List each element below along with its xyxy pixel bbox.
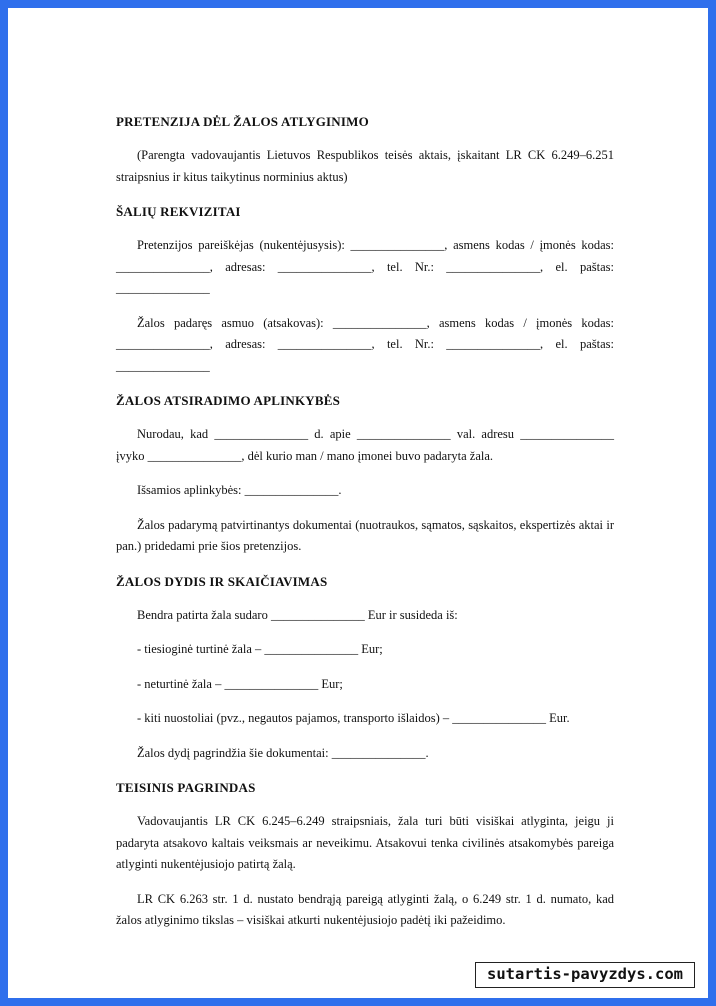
circumstances-paragraph-1: Nurodau, kad _______________ d. apie _______________ val. adresu _______________ įvyko _______________, dėl kurio man / mano įmonei buvo padaryta žala.	[116, 427, 614, 463]
amount-item-1: - tiesioginė turtinė žala – _______________ Eur;	[137, 642, 383, 656]
legal-paragraph-1: Vadovaujantis LR CK 6.245–6.249 straipsniais, žala turi būti visiškai atlyginta, jeigu ji padaryta atsakovo kaltais veiksmais ar neveikimu. Atsakovui tenka civilinės atsakomybės pareiga atlyginti nukentėjusiojo patirtą žalą.	[116, 814, 614, 871]
claimant-paragraph: Pretenzijos pareiškėjas (nukentėjusysis): _______________, asmens kodas / įmonės kodas: _______________, adresas: _______________, tel. Nr.: _______________, el. paštas: _______________	[116, 238, 614, 295]
document-title: PRETENZIJA DĖL ŽALOS ATLYGINIMO	[116, 114, 369, 129]
site-watermark: sutartis-pavyzdys.com	[475, 962, 695, 988]
amount-item-3: - kiti nuostoliai (pvz., negautos pajamos, transporto išlaidos) – _______________ Eur.	[137, 711, 570, 725]
circumstances-paragraph-3: Žalos padarymą patvirtinantys dokumentai (nuotraukos, sąmatos, sąskaitos, ekspertizės aktai ir pan.) pridedami prie šios pretenzijos.	[116, 517, 614, 553]
legal-paragraph-2: LR CK 6.263 str. 1 d. nustato bendrąją pareigą atlyginti žalą, o 6.249 str. 1 d. numato, kad žalos atlyginimo tikslas – visiškai atkurti nukentėjusiojo padėtį iki pažeidimo.	[116, 891, 614, 927]
respondent-paragraph: Žalos padaręs asmuo (atsakovas): _______________, asmens kodas / įmonės kodas: _______________, adresas: _______________, tel. Nr.: _______________, el. paštas: _______________	[116, 315, 614, 373]
intro-paragraph: (Parengta vadovaujantis Lietuvos Respublikos teisės aktais, įskaitant LR CK 6.249–6.251 straipsnius ir kitus taikytinus norminius aktus)	[116, 148, 614, 184]
section-heading-legal: TEISINIS PAGRINDAS	[116, 780, 256, 795]
section-heading-circumstances: ŽALOS ATSIRADIMO APLINKYBĖS	[116, 393, 341, 408]
amount-paragraph-2: Žalos dydį pagrindžia šie dokumentai: _______________.	[137, 745, 429, 760]
amount-item-2: - neturtinė žala – _______________ Eur;	[137, 676, 343, 691]
section-heading-amount: ŽALOS DYDIS IR SKAIČIAVIMAS	[116, 573, 328, 589]
section-heading-parties: ŠALIŲ REKVIZITAI	[116, 204, 241, 219]
amount-paragraph-1: Bendra patirta žala sudaro _______________ Eur ir susideda iš:	[137, 607, 458, 622]
circumstances-paragraph-2: Išsamios aplinkybės: _______________.	[137, 483, 342, 497]
document-body	[116, 108, 614, 932]
